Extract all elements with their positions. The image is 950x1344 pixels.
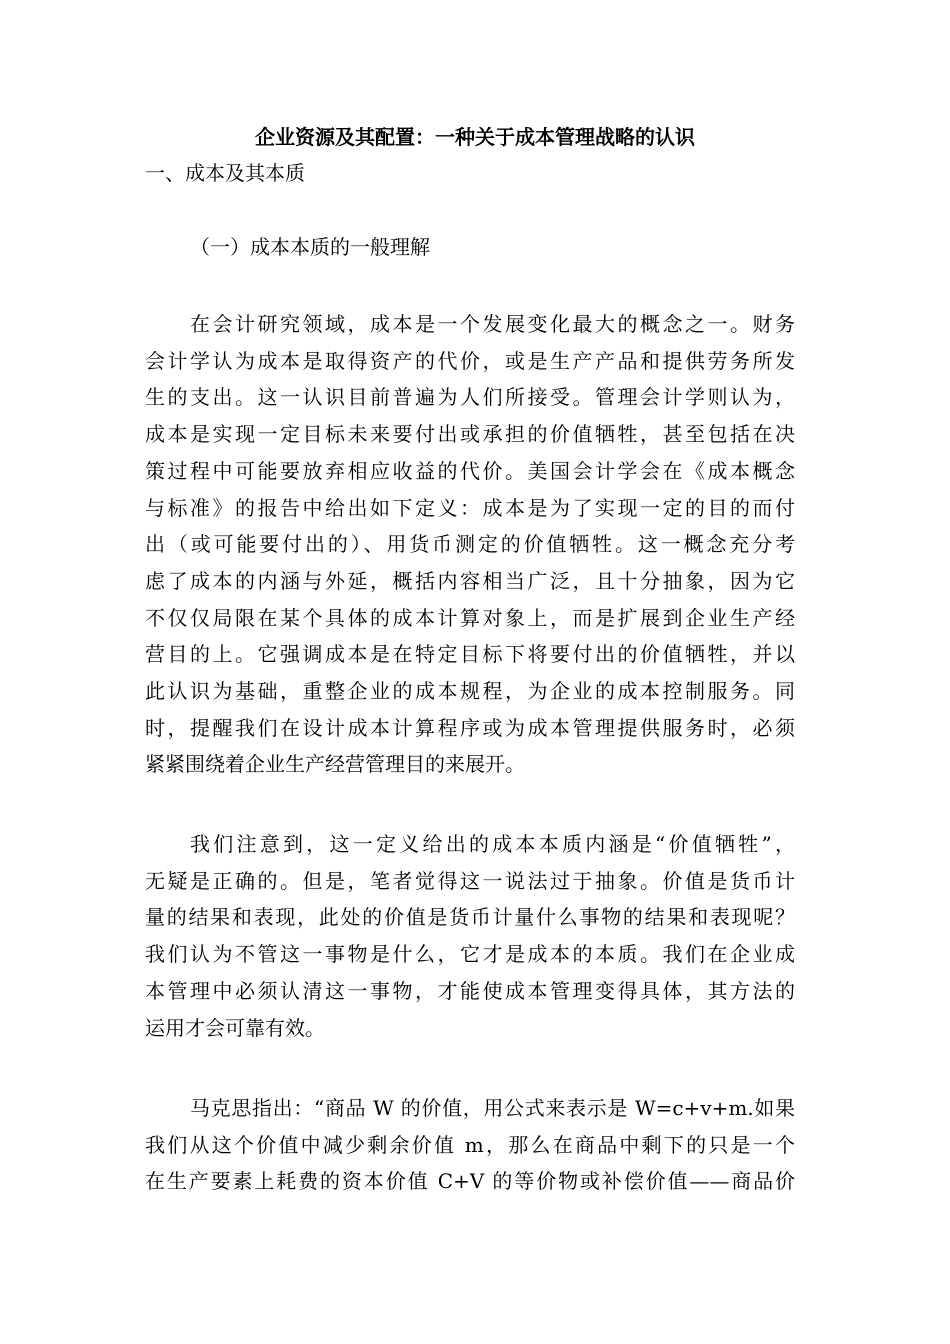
paragraph-line: 紧紧围绕着企业生产经营管理目的来展开。 <box>145 752 525 777</box>
paragraph-line: 我们认为不管这一事物是什么，它才是成本的本质。我们在企业成 <box>145 942 795 967</box>
paragraph-line: 量的结果和表现，此处的价值是货币计量什么事物的结果和表现呢？ <box>145 905 795 930</box>
paragraph-line: 在生产要素上耗费的资本价值 C+V 的等价物或补偿价值——商品价 <box>145 1169 795 1194</box>
paragraph-line: 马克思指出：“商品 W 的价值，用公式来表示是 W=c+v+m.如果 <box>190 1096 795 1120</box>
paragraph-line: 与标准》的报告中给出如下定义：成本是为了实现一定的目的而付 <box>145 495 795 520</box>
paragraph-marx-quote <box>145 1090 795 1200</box>
paragraph-line: 本管理中必须认清这一事物，才能使成本管理变得具体，其方法的 <box>145 978 795 1003</box>
paragraph-line: 策过程中可能要放弃相应收益的代价。美国会计学会在《成本概念 <box>145 458 795 483</box>
document-title: 企业资源及其配置：一种关于成本管理战略的认识 <box>255 125 695 149</box>
paragraph-line: 出（或可能要付出的）、用货币测定的价值牺牲。这一概念充分考 <box>145 532 795 557</box>
paragraph-line: 我们注意到，这一定义给出的成本本质内涵是“价值牺牲”， <box>190 832 795 856</box>
sub-heading: （一）成本本质的一般理解 <box>190 235 430 259</box>
paragraph-line: 不仅仅局限在某个具体的成本计算对象上，而是扩展到企业生产经 <box>145 605 795 630</box>
paragraph-value-sacrifice <box>145 826 795 1046</box>
paragraph-line: 此认识为基础，重整企业的成本规程，为企业的成本控制服务。同 <box>145 679 795 704</box>
paragraph-line: 时，提醒我们在设计成本计算程序或为成本管理提供服务时，必须 <box>145 715 795 740</box>
paragraph-line: 无疑是正确的。但是，笔者觉得这一说法过于抽象。价值是货币计 <box>145 868 795 893</box>
paragraph-line: 生的支出。这一认识目前普遍为人们所接受。管理会计学则认为， <box>145 385 795 410</box>
paragraph-line: 营目的上。它强调成本是在特定目标下将要付出的价值牺牲，并以 <box>145 642 795 667</box>
paragraph-line: 会计学认为成本是取得资产的代价，或是生产产品和提供劳务所发 <box>145 348 795 373</box>
paragraph-line: 成本是实现一定目标未来要付出或承担的价值牺牲，甚至包括在决 <box>145 422 795 447</box>
paragraph-line: 虑了成本的内涵与外延，概括内容相当广泛，且十分抽象，因为它 <box>145 568 795 593</box>
paragraph-cost-definition <box>145 306 795 783</box>
paragraph-line: 运用才会可靠有效。 <box>145 1015 325 1040</box>
section-heading: 一、成本及其本质 <box>145 161 305 185</box>
paragraph-line: 在会计研究领域，成本是一个发展变化最大的概念之一。财务 <box>190 312 795 336</box>
paragraph-line: 我们从这个价值中减少剩余价值 m，那么在商品中剩下的只是一个 <box>145 1132 795 1157</box>
